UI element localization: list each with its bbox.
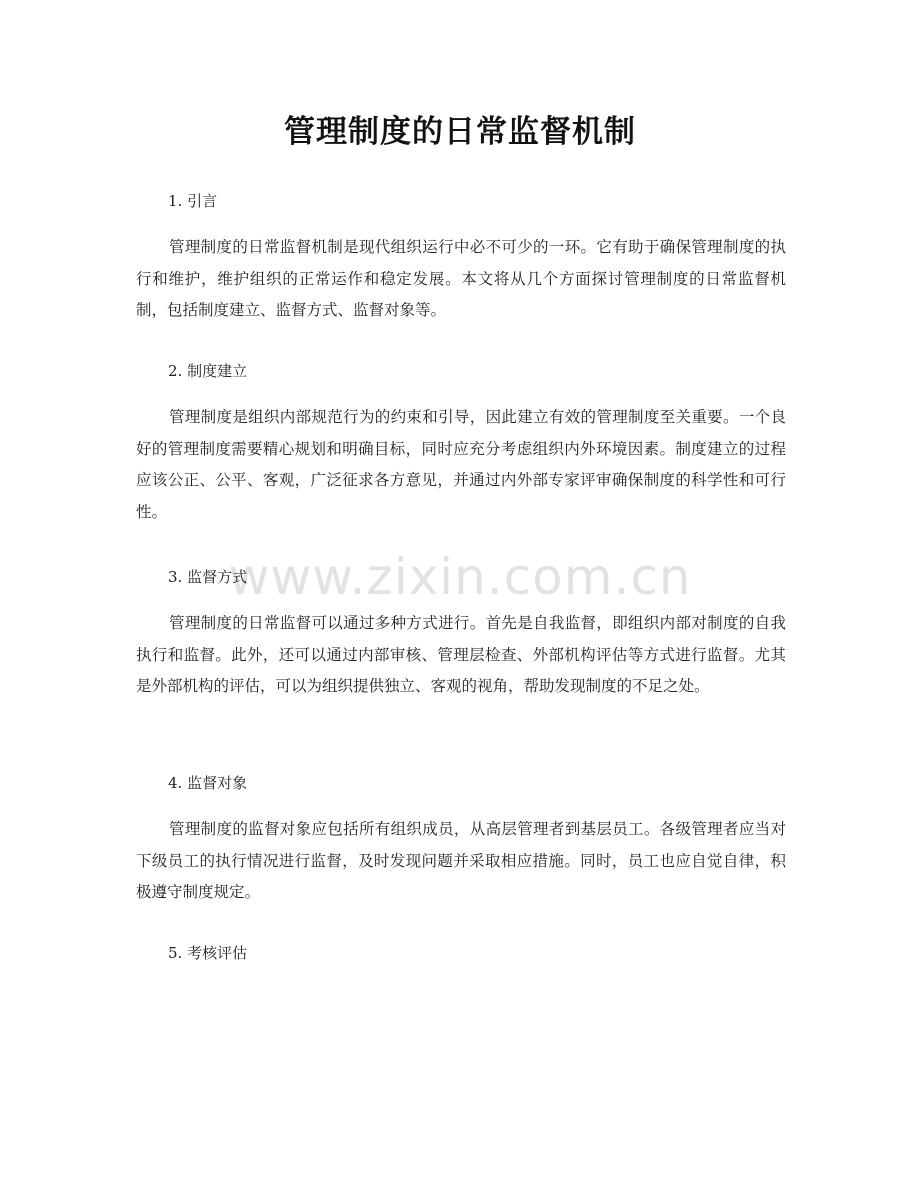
document-title: 管理制度的日常监督机制 — [284, 114, 636, 150]
section-paragraph-intro: 管理制度的日常监督机制是现代组织运行中必不可少的一环。它有助于确保管理制度的执行和维护，维护组织的正常运作和稳定发展。本文将从几个方面探讨管理制度的日常监督机制，包括制度建立、监督方式、监督对象等。 — [136, 238, 786, 319]
section-heading-evaluation: 5. 考核评估 — [168, 944, 248, 962]
section-paragraph-methods: 管理制度的日常监督可以通过多种方式进行。首先是自我监督，即组织内部对制度的自我执行和监督。此外，还可以通过内部审核、管理层检查、外部机构评估等方式进行监督。尤其是外部机构的评估，可以为组织提供独立、客观的视角，帮助发现制度的不足之处。 — [136, 614, 786, 695]
section-paragraph-targets: 管理制度的监督对象应包括所有组织成员，从高层管理者到基层员工。各级管理者应当对下级员工的执行情况进行监督，及时发现问题并采取相应措施。同时，员工也应自觉自律，积极遵守制度规定。 — [136, 820, 786, 901]
section-heading-establishment: 2. 制度建立 — [168, 362, 248, 380]
section-heading-intro: 1. 引言 — [168, 192, 218, 210]
section-heading-targets: 4. 监督对象 — [168, 774, 248, 792]
section-paragraph-establishment: 管理制度是组织内部规范行为的约束和引导，因此建立有效的管理制度至关重要。一个良好的管理制度需要精心规划和明确目标，同时应充分考虑组织内外环境因素。制度建立的过程应该公正、公平、客观，广泛征求各方意见，并通过内外部专家评审确保制度的科学性和可行性。 — [136, 408, 786, 521]
section-heading-methods: 3. 监督方式 — [168, 568, 248, 586]
watermark: www.zixin.com.cn — [228, 548, 692, 606]
